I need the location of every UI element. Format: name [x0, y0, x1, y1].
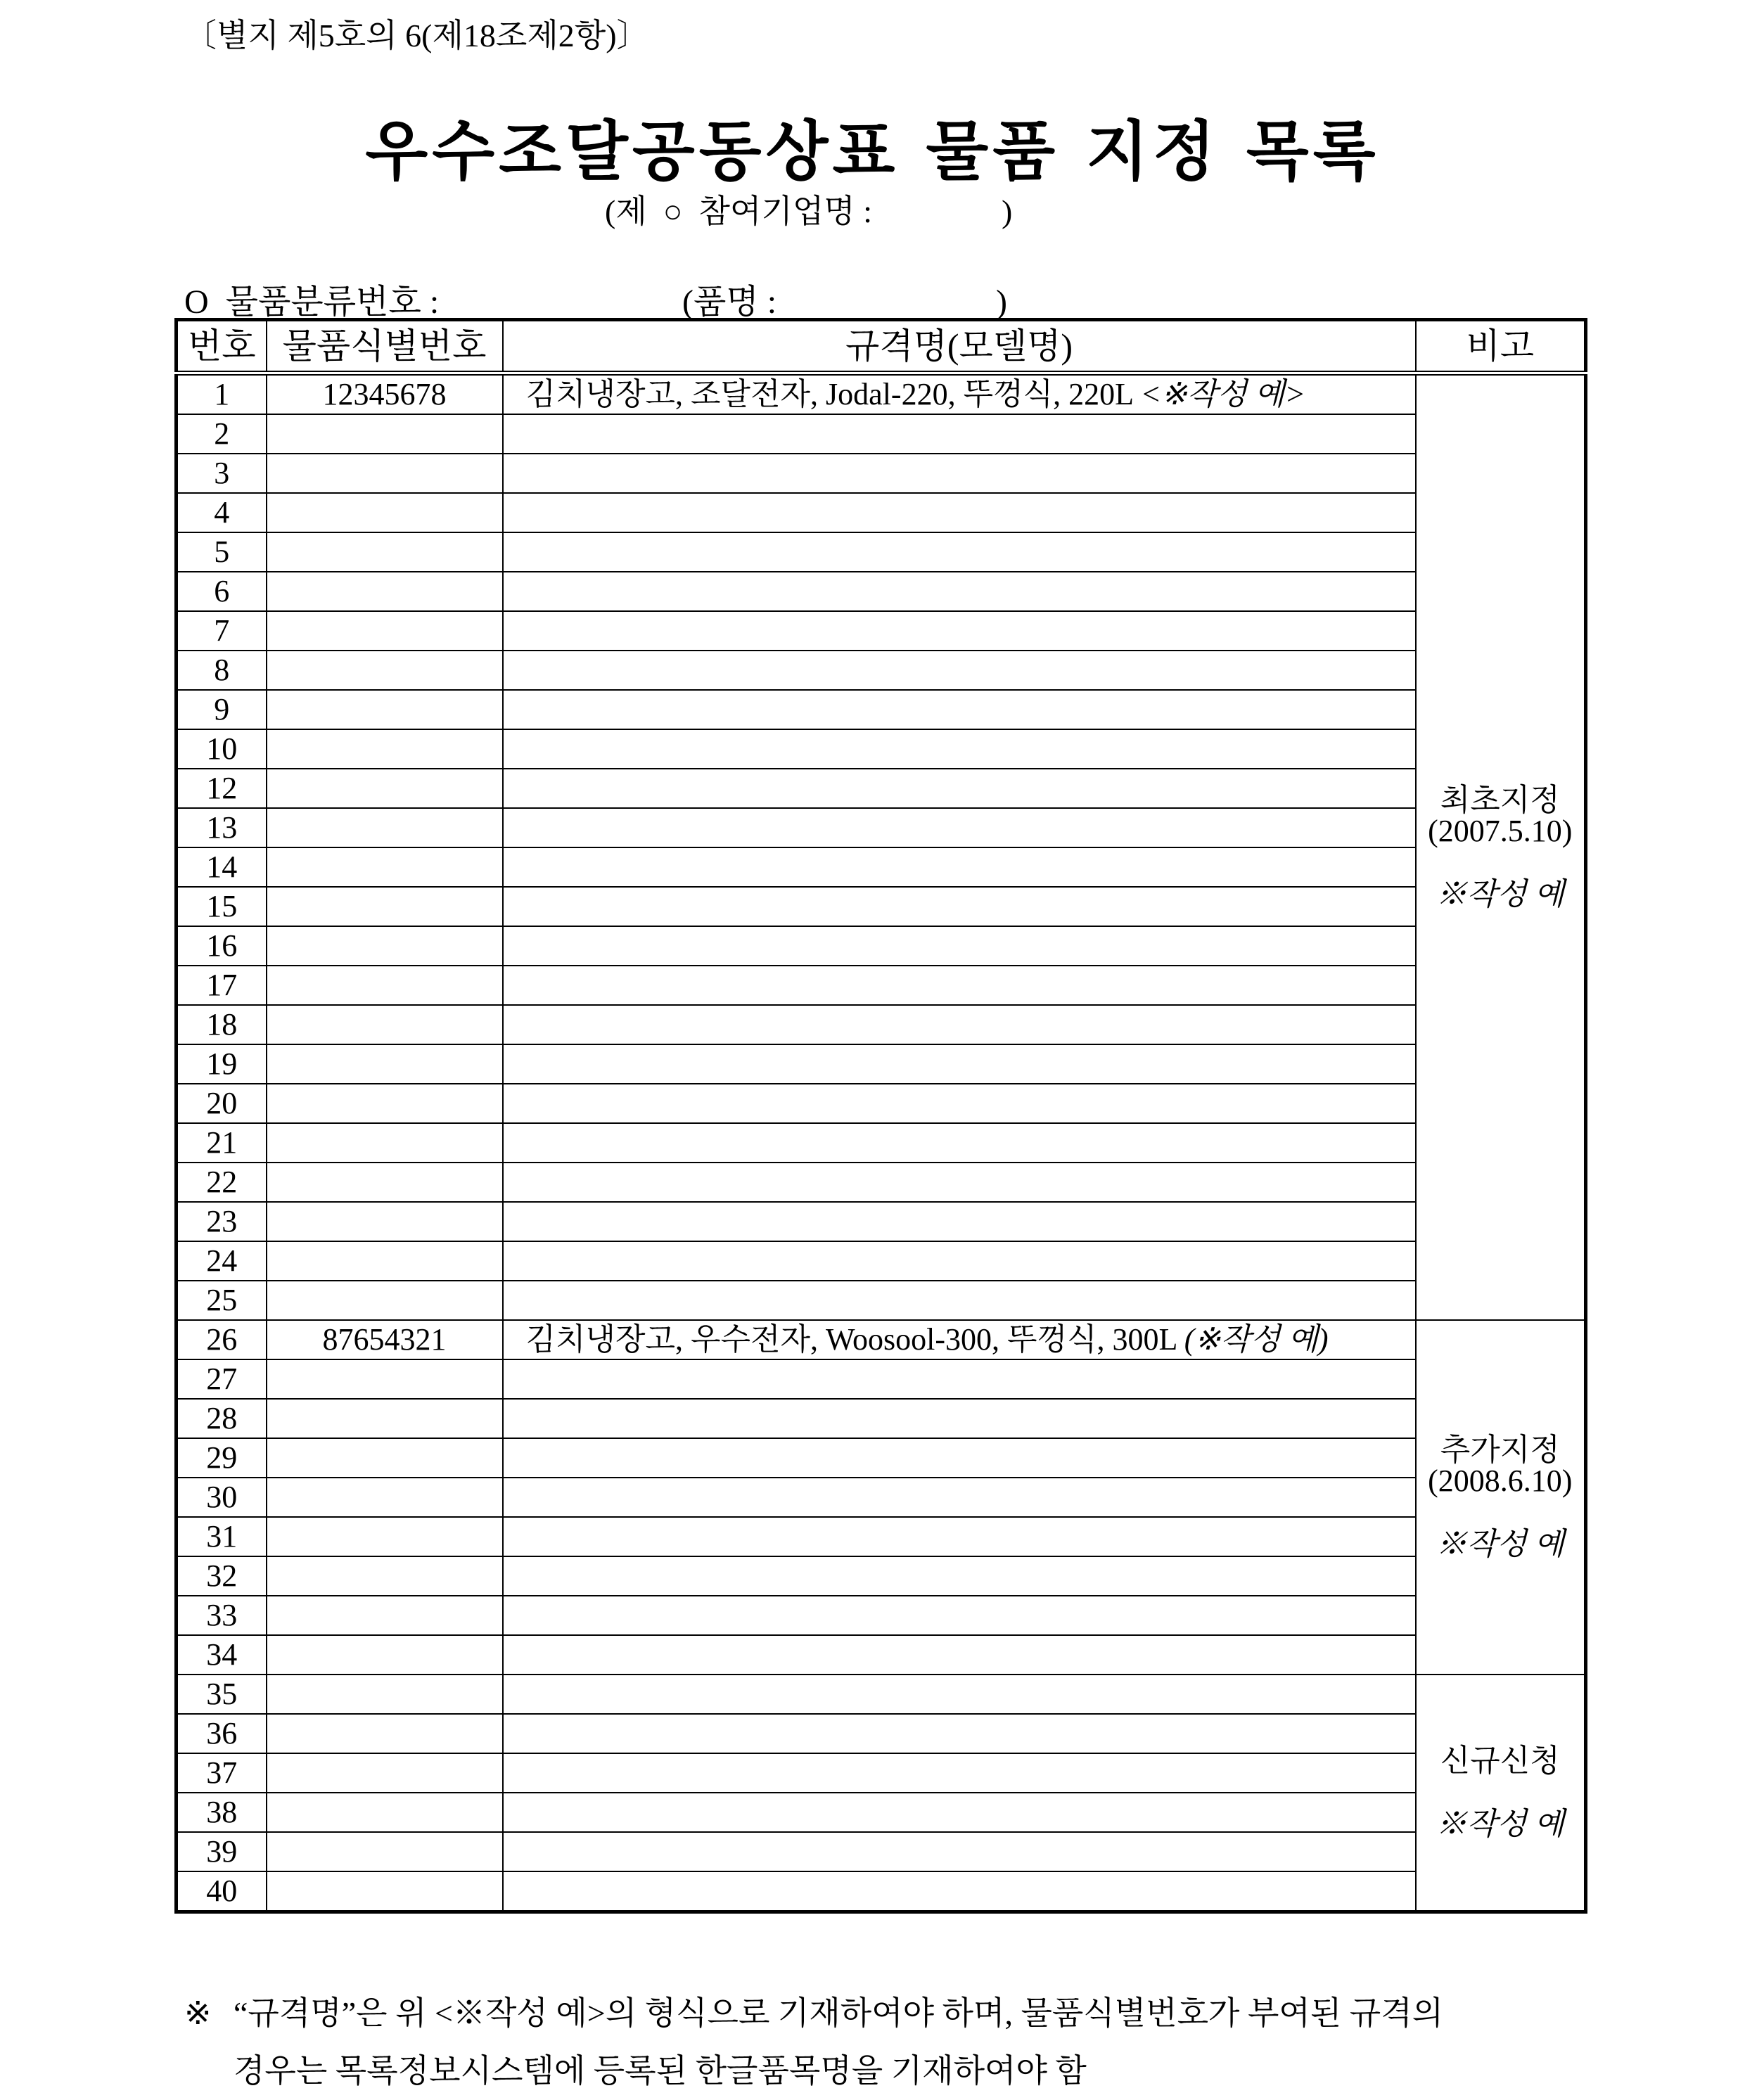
row-number: 9 — [177, 690, 267, 729]
item-id-cell — [267, 1753, 503, 1793]
table-row — [177, 1675, 1586, 1714]
header-remark: 비고 — [1416, 320, 1586, 373]
spec-example-note: (※작성 예) — [1184, 1322, 1329, 1357]
table-row — [177, 572, 1586, 611]
row-number: 7 — [177, 611, 267, 651]
row-number: 17 — [177, 966, 267, 1005]
spec-example-note: <※작성 예> — [1140, 377, 1306, 411]
spec-name-cell — [503, 414, 1416, 454]
item-name-label: (품명 : ) — [682, 283, 1008, 321]
row-number: 32 — [177, 1556, 267, 1596]
row-number: 19 — [177, 1044, 267, 1084]
spec-name-cell — [503, 1556, 1416, 1596]
item-id-cell — [267, 1359, 503, 1399]
table-row — [177, 729, 1586, 769]
row-number: 37 — [177, 1753, 267, 1793]
row-number: 8 — [177, 651, 267, 690]
item-id-cell — [267, 769, 503, 808]
spec-name-cell — [503, 1163, 1416, 1202]
row-number: 34 — [177, 1635, 267, 1675]
header-spec-name: 규격명(모델명) — [503, 320, 1416, 373]
spec-name-cell — [503, 847, 1416, 887]
spec-name-cell — [503, 1044, 1416, 1084]
row-number: 5 — [177, 532, 267, 572]
item-id-cell — [267, 1084, 503, 1123]
item-id-cell — [267, 1793, 503, 1832]
item-id-cell — [267, 611, 503, 651]
remark-date: (2007.5.10) — [1428, 814, 1573, 848]
header-number: 번호 — [177, 320, 267, 373]
item-id-cell — [267, 1241, 503, 1281]
table-row — [177, 532, 1586, 572]
item-id-cell — [267, 887, 503, 926]
table-row — [177, 373, 1586, 415]
item-id-cell — [267, 1714, 503, 1753]
spec-name-cell — [503, 1793, 1416, 1832]
table-row — [177, 1714, 1586, 1753]
row-number: 38 — [177, 1793, 267, 1832]
footnote — [184, 1985, 1443, 2100]
item-id-cell — [267, 414, 503, 454]
item-id-cell — [267, 1438, 503, 1478]
table-row — [177, 926, 1586, 966]
table-row — [177, 1517, 1586, 1556]
remark-status: 신규신청 — [1440, 1743, 1560, 1778]
row-number: 3 — [177, 454, 267, 493]
spec-text: 김치냉장고, 우수전자, Woosool-300, 뚜껑식, 300L — [525, 1322, 1177, 1357]
table-row — [177, 454, 1586, 493]
table-row — [177, 1556, 1586, 1596]
item-id-cell — [267, 847, 503, 887]
table-row — [177, 769, 1586, 808]
row-number: 28 — [177, 1399, 267, 1438]
spec-name-cell — [503, 1753, 1416, 1793]
item-id-cell — [267, 1399, 503, 1438]
spec-name-cell — [503, 1320, 1416, 1359]
table-row — [177, 1596, 1586, 1635]
spec-name-cell — [503, 887, 1416, 926]
row-number: 6 — [177, 572, 267, 611]
table-row — [177, 847, 1586, 887]
item-id-cell — [267, 532, 503, 572]
table-row — [177, 1359, 1586, 1399]
row-number: 12 — [177, 769, 267, 808]
header-item-id: 물품식별번호 — [267, 320, 503, 373]
remark-cell — [1416, 1675, 1586, 1912]
row-number: 40 — [177, 1871, 267, 1912]
spec-name-cell — [503, 926, 1416, 966]
participant-company-line: (제 ○ 참여기업명 : ) — [605, 193, 1013, 229]
item-id-cell — [267, 926, 503, 966]
row-number: 15 — [177, 887, 267, 926]
spec-name-cell — [503, 493, 1416, 532]
item-id-cell — [267, 1005, 503, 1044]
spec-name-cell — [503, 1399, 1416, 1438]
table-row — [177, 1793, 1586, 1832]
item-id-cell — [267, 454, 503, 493]
row-number: 1 — [177, 373, 267, 415]
row-number: 2 — [177, 414, 267, 454]
table-row — [177, 1832, 1586, 1871]
remark-status: 추가지정 — [1440, 1433, 1560, 1467]
item-id-cell — [267, 651, 503, 690]
spec-name-cell — [503, 690, 1416, 729]
row-number: 33 — [177, 1596, 267, 1635]
row-number: 30 — [177, 1478, 267, 1517]
row-number: 23 — [177, 1202, 267, 1241]
remark-cell — [1416, 1320, 1586, 1675]
spec-name-cell — [503, 1005, 1416, 1044]
spec-name-cell — [503, 572, 1416, 611]
item-id-cell — [267, 572, 503, 611]
item-id-cell — [267, 1478, 503, 1517]
table-row — [177, 1438, 1586, 1478]
spec-name-cell — [503, 966, 1416, 1005]
document-title: 우수조달공동상표 물품 지정 목록 — [365, 114, 1380, 189]
item-id-cell — [267, 1556, 503, 1596]
table-row — [177, 1044, 1586, 1084]
designation-list-table — [174, 318, 1587, 1914]
row-number: 35 — [177, 1675, 267, 1714]
row-number: 14 — [177, 847, 267, 887]
row-number: 29 — [177, 1438, 267, 1478]
spec-name-cell — [503, 808, 1416, 847]
spec-name-cell — [503, 1478, 1416, 1517]
remark-example-note: ※작성 예 — [1436, 1527, 1564, 1561]
row-number: 26 — [177, 1320, 267, 1359]
item-id-cell — [267, 1163, 503, 1202]
spec-name-cell — [503, 1281, 1416, 1320]
item-id-cell — [267, 1123, 503, 1163]
table-row — [177, 414, 1586, 454]
item-id-cell — [267, 1871, 503, 1912]
row-number: 10 — [177, 729, 267, 769]
item-id-cell — [267, 1596, 503, 1635]
item-id-cell — [267, 1832, 503, 1871]
item-id-cell — [267, 493, 503, 532]
item-id-cell — [267, 690, 503, 729]
remark-example-note: ※작성 예 — [1436, 877, 1564, 911]
table-row — [177, 1084, 1586, 1123]
table-row — [177, 611, 1586, 651]
row-number: 16 — [177, 926, 267, 966]
item-id-cell — [267, 1281, 503, 1320]
table-row — [177, 1753, 1586, 1793]
spec-name-cell — [503, 454, 1416, 493]
table-header-row — [177, 320, 1586, 373]
form-reference: 〔별지 제5호의 6(제18조제2항)〕 — [184, 18, 649, 53]
row-number: 36 — [177, 1714, 267, 1753]
row-number: 20 — [177, 1084, 267, 1123]
item-id-cell — [267, 1202, 503, 1241]
note-line-2: 경우는 목록정보시스템에 등록된 한글품목명을 기재하여야 함 — [234, 2053, 1087, 2089]
table-row — [177, 1005, 1586, 1044]
table-row — [177, 690, 1586, 729]
row-number: 4 — [177, 493, 267, 532]
item-id-cell — [267, 729, 503, 769]
table-row — [177, 887, 1586, 926]
spec-name-cell — [503, 1675, 1416, 1714]
table-row — [177, 1399, 1586, 1438]
item-id-cell — [267, 1517, 503, 1556]
table-row — [177, 651, 1586, 690]
spec-name-cell — [503, 1202, 1416, 1241]
table-row — [177, 1163, 1586, 1202]
classification-number-label: O 물품분류번호 : — [184, 283, 440, 321]
row-number: 39 — [177, 1832, 267, 1871]
item-id-cell: 87654321 — [267, 1320, 503, 1359]
item-id-cell — [267, 808, 503, 847]
row-number: 27 — [177, 1359, 267, 1399]
note-mark: ※ — [184, 1995, 212, 2031]
spec-name-cell — [503, 1832, 1416, 1871]
remark-date: (2008.6.10) — [1428, 1464, 1573, 1498]
spec-name-cell — [503, 1714, 1416, 1753]
spec-name-cell — [503, 611, 1416, 651]
table-row — [177, 1202, 1586, 1241]
item-id-cell — [267, 1635, 503, 1675]
table-row — [177, 493, 1586, 532]
spec-name-cell — [503, 651, 1416, 690]
spec-name-cell — [503, 1084, 1416, 1123]
spec-name-cell — [503, 1871, 1416, 1912]
table-row — [177, 1635, 1586, 1675]
table-row — [177, 1478, 1586, 1517]
row-number: 13 — [177, 808, 267, 847]
table-row — [177, 1241, 1586, 1281]
row-number: 31 — [177, 1517, 267, 1556]
spec-name-cell — [503, 1123, 1416, 1163]
row-number: 18 — [177, 1005, 267, 1044]
table-body — [177, 373, 1586, 1912]
item-id-cell — [267, 1675, 503, 1714]
remark-cell — [1416, 373, 1586, 1321]
table-row — [177, 966, 1586, 1005]
spec-name-cell — [503, 532, 1416, 572]
table-row — [177, 1871, 1586, 1912]
item-id-cell — [267, 1044, 503, 1084]
item-id-cell: 12345678 — [267, 373, 503, 415]
spec-name-cell — [503, 1438, 1416, 1478]
row-number: 24 — [177, 1241, 267, 1281]
spec-name-cell — [503, 1241, 1416, 1281]
row-number: 22 — [177, 1163, 267, 1202]
spec-name-cell — [503, 373, 1416, 415]
row-number: 21 — [177, 1123, 267, 1163]
item-id-cell — [267, 966, 503, 1005]
spec-name-cell — [503, 769, 1416, 808]
table-row — [177, 1320, 1586, 1359]
table-row — [177, 808, 1586, 847]
spec-name-cell — [503, 1359, 1416, 1399]
table-row — [177, 1281, 1586, 1320]
spec-name-cell — [503, 729, 1416, 769]
note-line-1: “규격명”은 위 <※작성 예>의 형식으로 기재하여야 하며, 물품식별번호가 부여된 규격의 — [234, 1995, 1444, 2031]
spec-name-cell — [503, 1596, 1416, 1635]
spec-name-cell — [503, 1635, 1416, 1675]
spec-name-cell — [503, 1517, 1416, 1556]
table-row — [177, 1123, 1586, 1163]
spec-text: 김치냉장고, 조달전자, Jodal-220, 뚜껑식, 220L — [525, 377, 1133, 411]
remark-example-note: ※작성 예 — [1436, 1807, 1564, 1841]
remark-status: 최초지정 — [1440, 783, 1560, 817]
row-number: 25 — [177, 1281, 267, 1320]
